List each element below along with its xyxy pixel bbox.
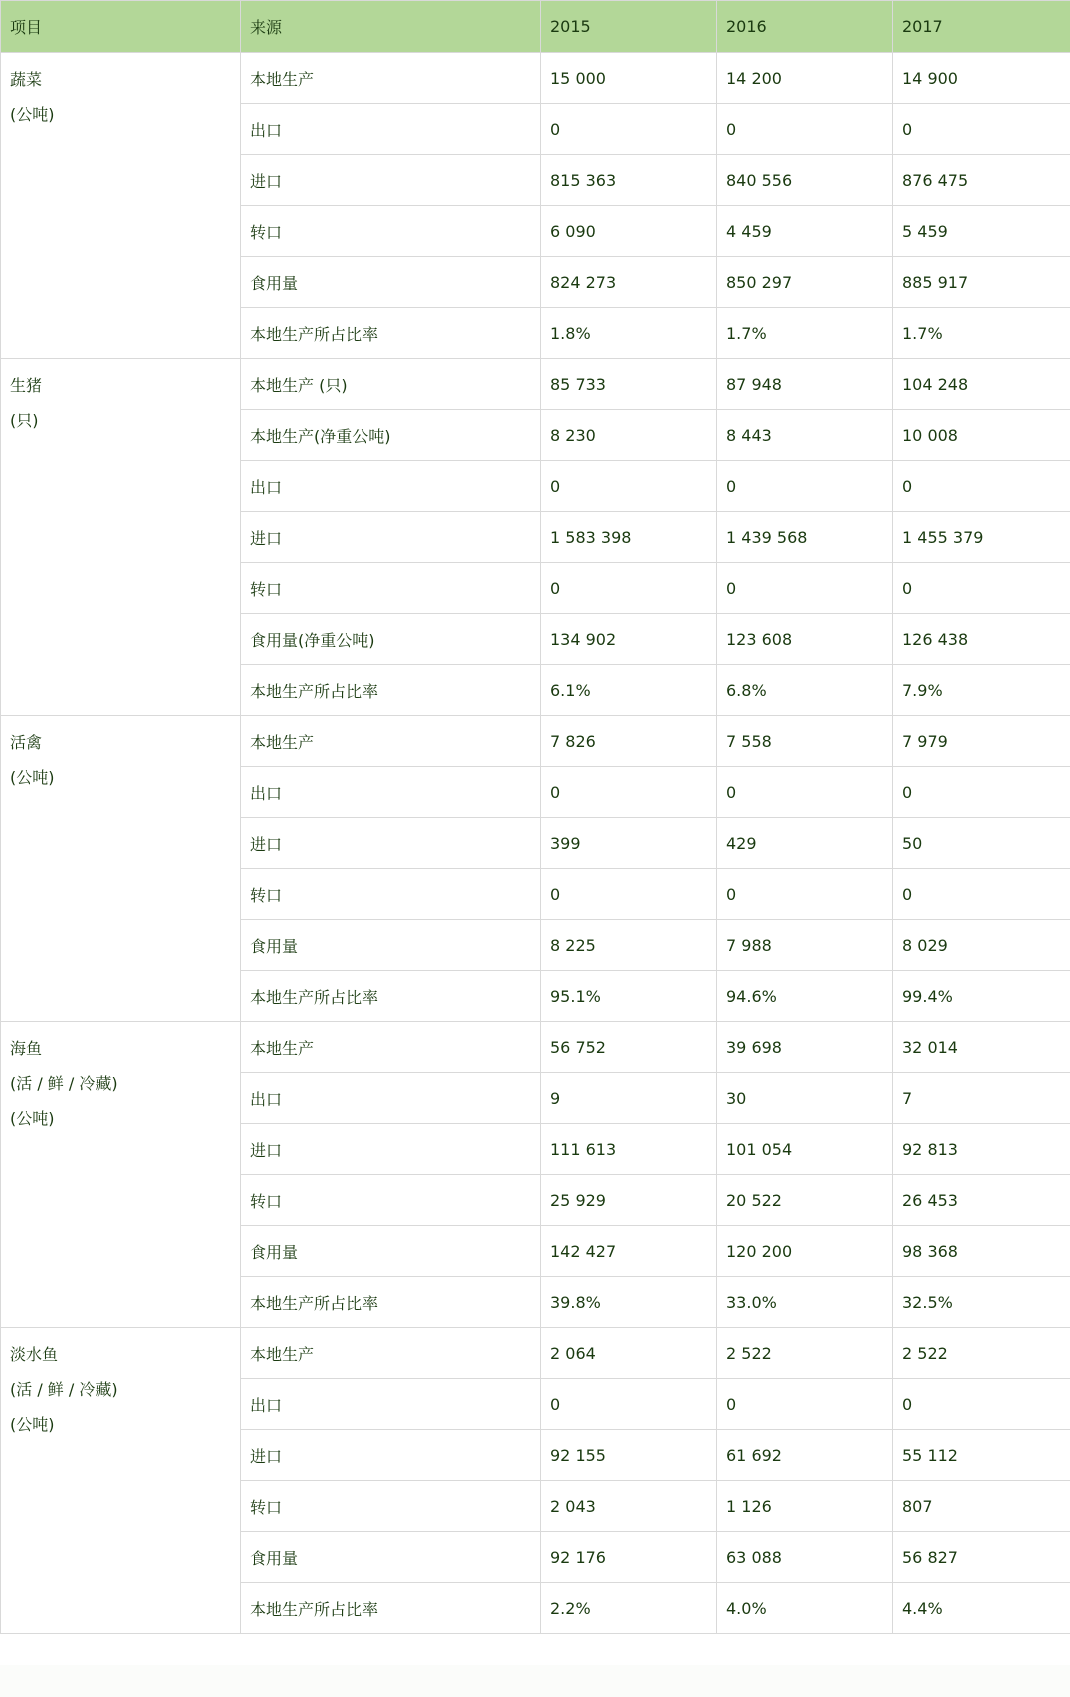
value-2016-cell: 2 522 (717, 1328, 893, 1379)
value-2015-cell: 7 826 (541, 716, 717, 767)
source-cell: 出口 (241, 461, 541, 512)
value-2017-cell: 2 522 (893, 1328, 1070, 1379)
header-item: 项目 (1, 1, 241, 53)
value-2016-cell: 33.0% (717, 1277, 893, 1328)
value-2015-cell: 8 230 (541, 410, 717, 461)
source-cell: 出口 (241, 767, 541, 818)
source-cell: 本地生产 (241, 53, 541, 104)
table-row (1, 1022, 1070, 1073)
value-2015-cell: 95.1% (541, 971, 717, 1022)
header-source: 来源 (241, 1, 541, 53)
value-2017-cell: 99.4% (893, 971, 1070, 1022)
table-row (1, 716, 1070, 767)
source-cell: 本地生产 (241, 1022, 541, 1073)
value-2017-cell: 0 (893, 461, 1070, 512)
value-2015-cell: 2 043 (541, 1481, 717, 1532)
value-2016-cell: 101 054 (717, 1124, 893, 1175)
table-row (1, 1328, 1070, 1379)
item-label-line: (公吨) (10, 105, 55, 124)
value-2017-cell: 26 453 (893, 1175, 1070, 1226)
value-2017-cell: 32.5% (893, 1277, 1070, 1328)
value-2017-cell: 0 (893, 563, 1070, 614)
value-2015-cell: 25 929 (541, 1175, 717, 1226)
value-2017-cell: 0 (893, 869, 1070, 920)
value-2015-cell: 0 (541, 563, 717, 614)
source-cell: 本地生产 (241, 716, 541, 767)
value-2015-cell: 142 427 (541, 1226, 717, 1277)
table-row (1, 53, 1070, 104)
source-cell: 进口 (241, 155, 541, 206)
value-2016-cell: 7 558 (717, 716, 893, 767)
value-2016-cell: 840 556 (717, 155, 893, 206)
value-2017-cell: 0 (893, 104, 1070, 155)
source-cell: 本地生产所占比率 (241, 1277, 541, 1328)
source-cell: 食用量 (241, 1532, 541, 1583)
value-2017-cell: 5 459 (893, 206, 1070, 257)
value-2017-cell: 50 (893, 818, 1070, 869)
value-2017-cell: 0 (893, 767, 1070, 818)
value-2015-cell: 0 (541, 1379, 717, 1430)
value-2015-cell: 2 064 (541, 1328, 717, 1379)
value-2017-cell: 885 917 (893, 257, 1070, 308)
value-2017-cell: 807 (893, 1481, 1070, 1532)
table-row (1, 359, 1070, 410)
value-2017-cell: 14 900 (893, 53, 1070, 104)
item-label-line: (公吨) (10, 1415, 55, 1434)
source-cell: 食用量(净重公吨) (241, 614, 541, 665)
value-2015-cell: 6.1% (541, 665, 717, 716)
source-cell: 本地生产所占比率 (241, 1583, 541, 1634)
source-cell: 本地生产 (只) (241, 359, 541, 410)
value-2016-cell: 123 608 (717, 614, 893, 665)
value-2016-cell: 6.8% (717, 665, 893, 716)
item-label-line: 海鱼 (10, 1039, 43, 1058)
source-cell: 转口 (241, 1481, 541, 1532)
source-cell: 食用量 (241, 1226, 541, 1277)
table-header (1, 1, 1070, 53)
value-2016-cell: 94.6% (717, 971, 893, 1022)
header-year-2017: 2017 (893, 1, 1070, 53)
header-year-2016: 2016 (717, 1, 893, 53)
value-2017-cell: 104 248 (893, 359, 1070, 410)
value-2017-cell: 7 979 (893, 716, 1070, 767)
source-cell: 出口 (241, 1073, 541, 1124)
value-2015-cell: 399 (541, 818, 717, 869)
item-label-line: (活 / 鲜 / 冷藏) (10, 1074, 118, 1093)
value-2015-cell: 134 902 (541, 614, 717, 665)
value-2016-cell: 4 459 (717, 206, 893, 257)
value-2015-cell: 6 090 (541, 206, 717, 257)
item-label-line: 蔬菜 (10, 70, 43, 89)
source-cell: 进口 (241, 1124, 541, 1175)
value-2016-cell: 8 443 (717, 410, 893, 461)
value-2015-cell: 2.2% (541, 1583, 717, 1634)
source-cell: 本地生产所占比率 (241, 971, 541, 1022)
value-2015-cell: 15 000 (541, 53, 717, 104)
item-cell (1, 1328, 241, 1634)
value-2016-cell: 850 297 (717, 257, 893, 308)
item-cell (1, 359, 241, 716)
source-cell: 本地生产 (241, 1328, 541, 1379)
header-row (1, 1, 1070, 53)
value-2015-cell: 92 155 (541, 1430, 717, 1481)
value-2017-cell: 1.7% (893, 308, 1070, 359)
source-cell: 出口 (241, 1379, 541, 1430)
value-2015-cell: 1 583 398 (541, 512, 717, 563)
item-cell (1, 1022, 241, 1328)
value-2016-cell: 429 (717, 818, 893, 869)
value-2017-cell: 32 014 (893, 1022, 1070, 1073)
value-2017-cell: 56 827 (893, 1532, 1070, 1583)
value-2016-cell: 0 (717, 1379, 893, 1430)
item-label-line: (公吨) (10, 768, 55, 787)
source-cell: 本地生产(净重公吨) (241, 410, 541, 461)
value-2016-cell: 0 (717, 461, 893, 512)
value-2016-cell: 0 (717, 767, 893, 818)
value-2017-cell: 876 475 (893, 155, 1070, 206)
source-cell: 进口 (241, 1430, 541, 1481)
item-label-line: 生猪 (10, 376, 43, 395)
source-cell: 转口 (241, 206, 541, 257)
value-2015-cell: 39.8% (541, 1277, 717, 1328)
value-2017-cell: 1 455 379 (893, 512, 1070, 563)
source-cell: 转口 (241, 1175, 541, 1226)
value-2015-cell: 0 (541, 869, 717, 920)
item-cell (1, 53, 241, 359)
value-2016-cell: 20 522 (717, 1175, 893, 1226)
value-2016-cell: 0 (717, 104, 893, 155)
value-2015-cell: 1.8% (541, 308, 717, 359)
value-2017-cell: 92 813 (893, 1124, 1070, 1175)
value-2016-cell: 120 200 (717, 1226, 893, 1277)
header-year-2015: 2015 (541, 1, 717, 53)
value-2015-cell: 111 613 (541, 1124, 717, 1175)
source-cell: 出口 (241, 104, 541, 155)
source-cell: 转口 (241, 869, 541, 920)
value-2017-cell: 7.9% (893, 665, 1070, 716)
source-cell: 食用量 (241, 920, 541, 971)
value-2016-cell: 0 (717, 563, 893, 614)
value-2016-cell: 1 439 568 (717, 512, 893, 563)
value-2015-cell: 0 (541, 461, 717, 512)
source-cell: 本地生产所占比率 (241, 665, 541, 716)
value-2016-cell: 87 948 (717, 359, 893, 410)
value-2016-cell: 39 698 (717, 1022, 893, 1073)
source-cell: 进口 (241, 818, 541, 869)
source-cell: 本地生产所占比率 (241, 308, 541, 359)
value-2016-cell: 0 (717, 869, 893, 920)
value-2016-cell: 63 088 (717, 1532, 893, 1583)
item-label-line: (活 / 鲜 / 冷藏) (10, 1380, 118, 1399)
value-2017-cell: 10 008 (893, 410, 1070, 461)
value-2015-cell: 56 752 (541, 1022, 717, 1073)
value-2015-cell: 92 176 (541, 1532, 717, 1583)
value-2017-cell: 98 368 (893, 1226, 1070, 1277)
value-2015-cell: 8 225 (541, 920, 717, 971)
value-2015-cell: 0 (541, 767, 717, 818)
value-2015-cell: 824 273 (541, 257, 717, 308)
value-2016-cell: 61 692 (717, 1430, 893, 1481)
item-cell (1, 716, 241, 1022)
value-2016-cell: 30 (717, 1073, 893, 1124)
item-label-line: 活禽 (10, 733, 43, 752)
value-2016-cell: 1.7% (717, 308, 893, 359)
source-cell: 食用量 (241, 257, 541, 308)
source-cell: 转口 (241, 563, 541, 614)
value-2016-cell: 1 126 (717, 1481, 893, 1532)
table-body (1, 53, 1070, 1634)
page-bottom-strip (0, 1665, 1070, 1697)
value-2015-cell: 9 (541, 1073, 717, 1124)
value-2017-cell: 8 029 (893, 920, 1070, 971)
value-2017-cell: 55 112 (893, 1430, 1070, 1481)
value-2016-cell: 14 200 (717, 53, 893, 104)
value-2017-cell: 126 438 (893, 614, 1070, 665)
item-label-line: 淡水鱼 (10, 1345, 59, 1364)
source-cell: 进口 (241, 512, 541, 563)
value-2015-cell: 85 733 (541, 359, 717, 410)
item-label-line: (只) (10, 411, 39, 430)
value-2016-cell: 4.0% (717, 1583, 893, 1634)
value-2017-cell: 4.4% (893, 1583, 1070, 1634)
value-2015-cell: 0 (541, 104, 717, 155)
item-label-line: (公吨) (10, 1109, 55, 1128)
value-2016-cell: 7 988 (717, 920, 893, 971)
value-2017-cell: 0 (893, 1379, 1070, 1430)
value-2015-cell: 815 363 (541, 155, 717, 206)
value-2017-cell: 7 (893, 1073, 1070, 1124)
